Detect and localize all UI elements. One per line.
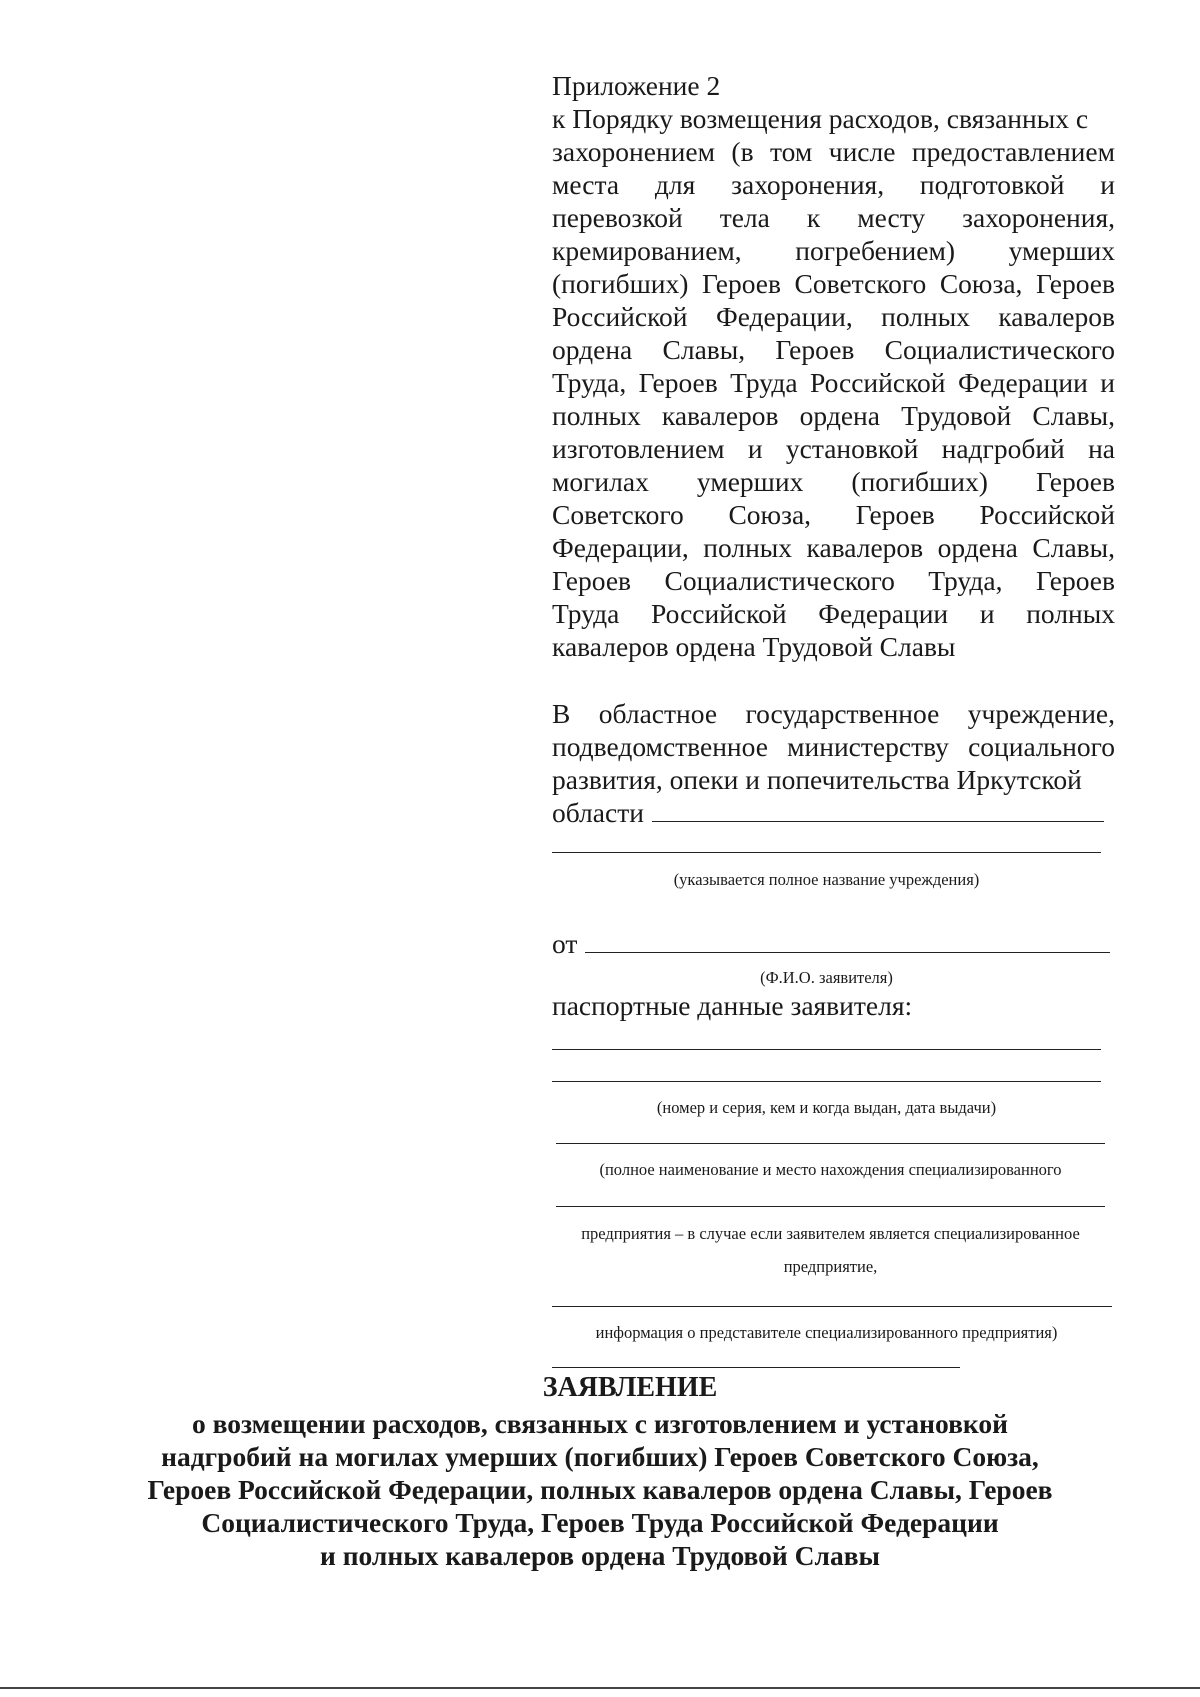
appendix-line: Героев Социалистического Труда, Героев [552,565,1115,596]
appendix-line: места для захоронения, подготовкой и [552,169,1115,200]
statement-subtitle-line: и полных кавалеров ордена Трудовой Славы [319,1540,881,1571]
appendix-line: могилах умерших (погибших) Героев [552,466,1115,497]
appendix-line: Федерации, полных кавалеров ордена Славы, [552,532,1115,563]
institution-caption: (указывается полное название учреждения) [673,870,980,889]
from-label: от [552,928,578,959]
enterprise-caption-3: предприятие, [783,1257,878,1276]
passport-field-line-1[interactable] [552,1049,1101,1050]
appendix-heading: Приложение 2 [552,70,721,101]
appendix-line: кавалеров ордена Трудовой Славы [552,631,956,662]
appendix-line: Труда, Героев Труда Российской Федерации и [552,367,1115,398]
enterprise-caption-4: информация о представителе специализированного предприятия) [595,1323,1058,1342]
enterprise-field-line-2[interactable] [556,1206,1105,1207]
statement-subtitle-line: надгробий на могилах умерших (погибших) Героев Советского Союза, [161,1441,1039,1472]
statement-title: ЗАЯВЛЕНИЕ [542,1372,718,1403]
oblast-label: области [552,797,644,828]
representative-field-line[interactable] [552,1306,1112,1307]
addressee-line: В областное государственное учреждение, [552,698,1115,729]
appendix-line: изготовлением и установкой надгробий на [552,433,1115,464]
institution-name-field-line-2[interactable] [552,852,1101,853]
appendix-line: ордена Славы, Героев Социалистического [552,334,1115,365]
addressee-last-line [552,797,1115,829]
appendix-line: Российской Федерации, полных кавалеров [552,301,1115,332]
applicant-name-field[interactable] [585,930,1110,953]
passport-caption: (номер и серия, кем и когда выдан, дата выдачи) [656,1098,997,1117]
passport-label: паспортные данные заявителя: [552,990,913,1021]
appendix-line: полных кавалеров ордена Трудовой Славы, [552,400,1115,431]
applicant-signature-line[interactable] [552,1367,960,1368]
appendix-line: Советского Союза, Героев Российской [552,499,1115,530]
institution-name-field[interactable] [652,799,1104,822]
statement-subtitle-line: Социалистического Труда, Героев Труда Российской Федерации [201,1507,999,1538]
enterprise-caption-1: (полное наименование и место нахождения специализированного [599,1160,1062,1179]
applicant-from-line [552,928,1115,960]
page-bottom-edge [0,1687,1200,1689]
statement-subtitle-line: о возмещении расходов, связанных с изготовлением и установкой [191,1408,1009,1439]
enterprise-caption-2: предприятия – в случае если заявителем является специализированное [581,1224,1080,1243]
addressee-line: подведомственное министерству социального [552,731,1115,762]
appendix-line: перевозкой тела к месту захоронения, [552,202,1115,233]
statement-subtitle-line: Героев Российской Федерации, полных кавалеров ордена Славы, Героев [147,1474,1053,1505]
appendix-line: захоронением (в том числе предоставлением [552,136,1115,167]
appendix-line: (погибших) Героев Советского Союза, Героев [552,268,1115,299]
applicant-name-caption: (Ф.И.О. заявителя) [760,968,893,987]
passport-field-line-2[interactable] [552,1081,1101,1082]
appendix-line: к Порядку возмещения расходов, связанных с [552,103,1089,134]
addressee-line: развития, опеки и попечительства Иркутской [552,764,1082,795]
appendix-line: кремированием, погребением) умерших [552,235,1115,266]
enterprise-field-line-1[interactable] [556,1143,1105,1144]
appendix-line: Труда Российской Федерации и полных [552,598,1115,629]
